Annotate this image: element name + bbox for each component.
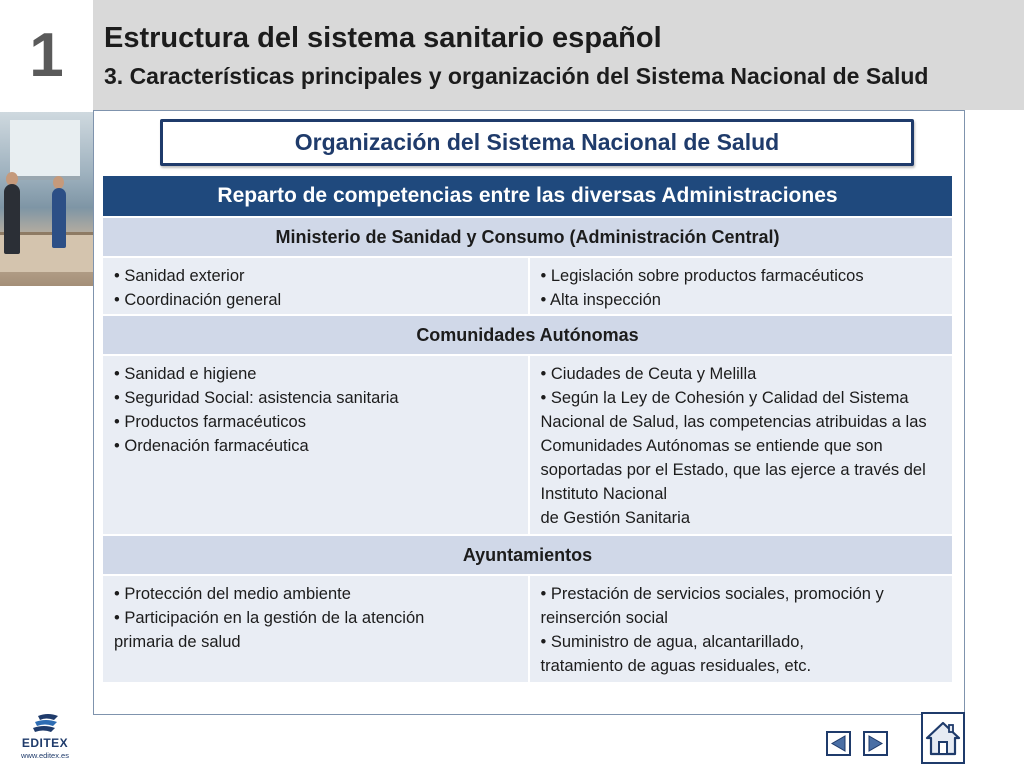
table-row [103,576,952,684]
previous-slide-button[interactable] [826,731,851,756]
house-icon [923,714,963,762]
table-cell [103,576,528,682]
triangle-left-icon [830,735,847,752]
cell-line: • Protección del medio ambiente [114,585,351,603]
table-cell [528,356,953,534]
table-row [103,356,952,536]
cell-line: • Seguridad Social: asistencia sanitaria [114,389,399,407]
cell-line: tratamiento de aguas residuales, etc. [540,657,812,675]
table-cell [528,576,953,682]
cell-line: Comunidades Autónomas se entiende que son [540,437,883,455]
cell-line: • Coordinación general [114,291,282,309]
home-button[interactable] [921,712,965,764]
cell-line: soportadas por el Estado, que las ejerce a través del [540,461,926,479]
slide-title: Estructura del sistema sanitario español [104,22,662,54]
cell-line: • Sanidad exterior [114,267,245,285]
editex-logo [14,710,76,760]
cell-line: • Ciudades de Ceuta y Melilla [540,365,757,383]
table-row [103,258,952,316]
cell-line: Instituto Nacional [540,485,668,503]
triangle-right-icon [867,735,884,752]
logo-text: EDITEX [21,736,69,750]
reception-photo [0,112,93,286]
cell-line: • Sanidad e higiene [114,365,257,383]
cell-line: Nacional de Salud, las competencias atribuidas a las [540,413,927,431]
group-title-comunidades: Comunidades Autónomas [103,316,952,356]
table-cell [528,258,953,314]
cell-line: • Ordenación farmacéutica [114,437,309,455]
chapter-number: 1 [29,21,64,90]
slide-header [93,0,1024,110]
group-title-ayuntamientos: Ayuntamientos [103,536,952,576]
cell-line: • Según la Ley de Cohesión y Calidad del Sistema [540,389,909,407]
cell-line: • Alta inspección [540,291,661,309]
editex-logo-icon [32,712,60,736]
cell-line: • Suministro de agua, alcantarillado, [540,633,805,651]
cell-line: de Gestión Sanitaria [540,509,691,527]
table-heading: Reparto de competencias entre las diversas Administraciones [103,176,952,218]
cell-line: • Productos farmacéuticos [114,413,306,431]
chapter-box [0,0,93,110]
next-slide-button[interactable] [863,731,888,756]
logo-url: www.editex.es [21,751,69,760]
group-title-ministerio: Ministerio de Sanidad y Consumo (Administración Central) [103,218,952,258]
table-cell [103,258,528,314]
cell-line: • Participación en la gestión de la atención [114,609,425,627]
cell-line: reinserción social [540,609,668,627]
cell-line: • Prestación de servicios sociales, promoción y [540,585,884,603]
table-cell [103,356,528,534]
cell-line: • Legislación sobre productos farmacéuticos [540,267,864,285]
slide-subtitle: 3. Características principales y organización del Sistema Nacional de Salud [104,63,929,89]
cell-line: primaria de salud [114,633,241,651]
section-title: Organización del Sistema Nacional de Salud [160,119,914,166]
competencies-table [103,176,952,684]
